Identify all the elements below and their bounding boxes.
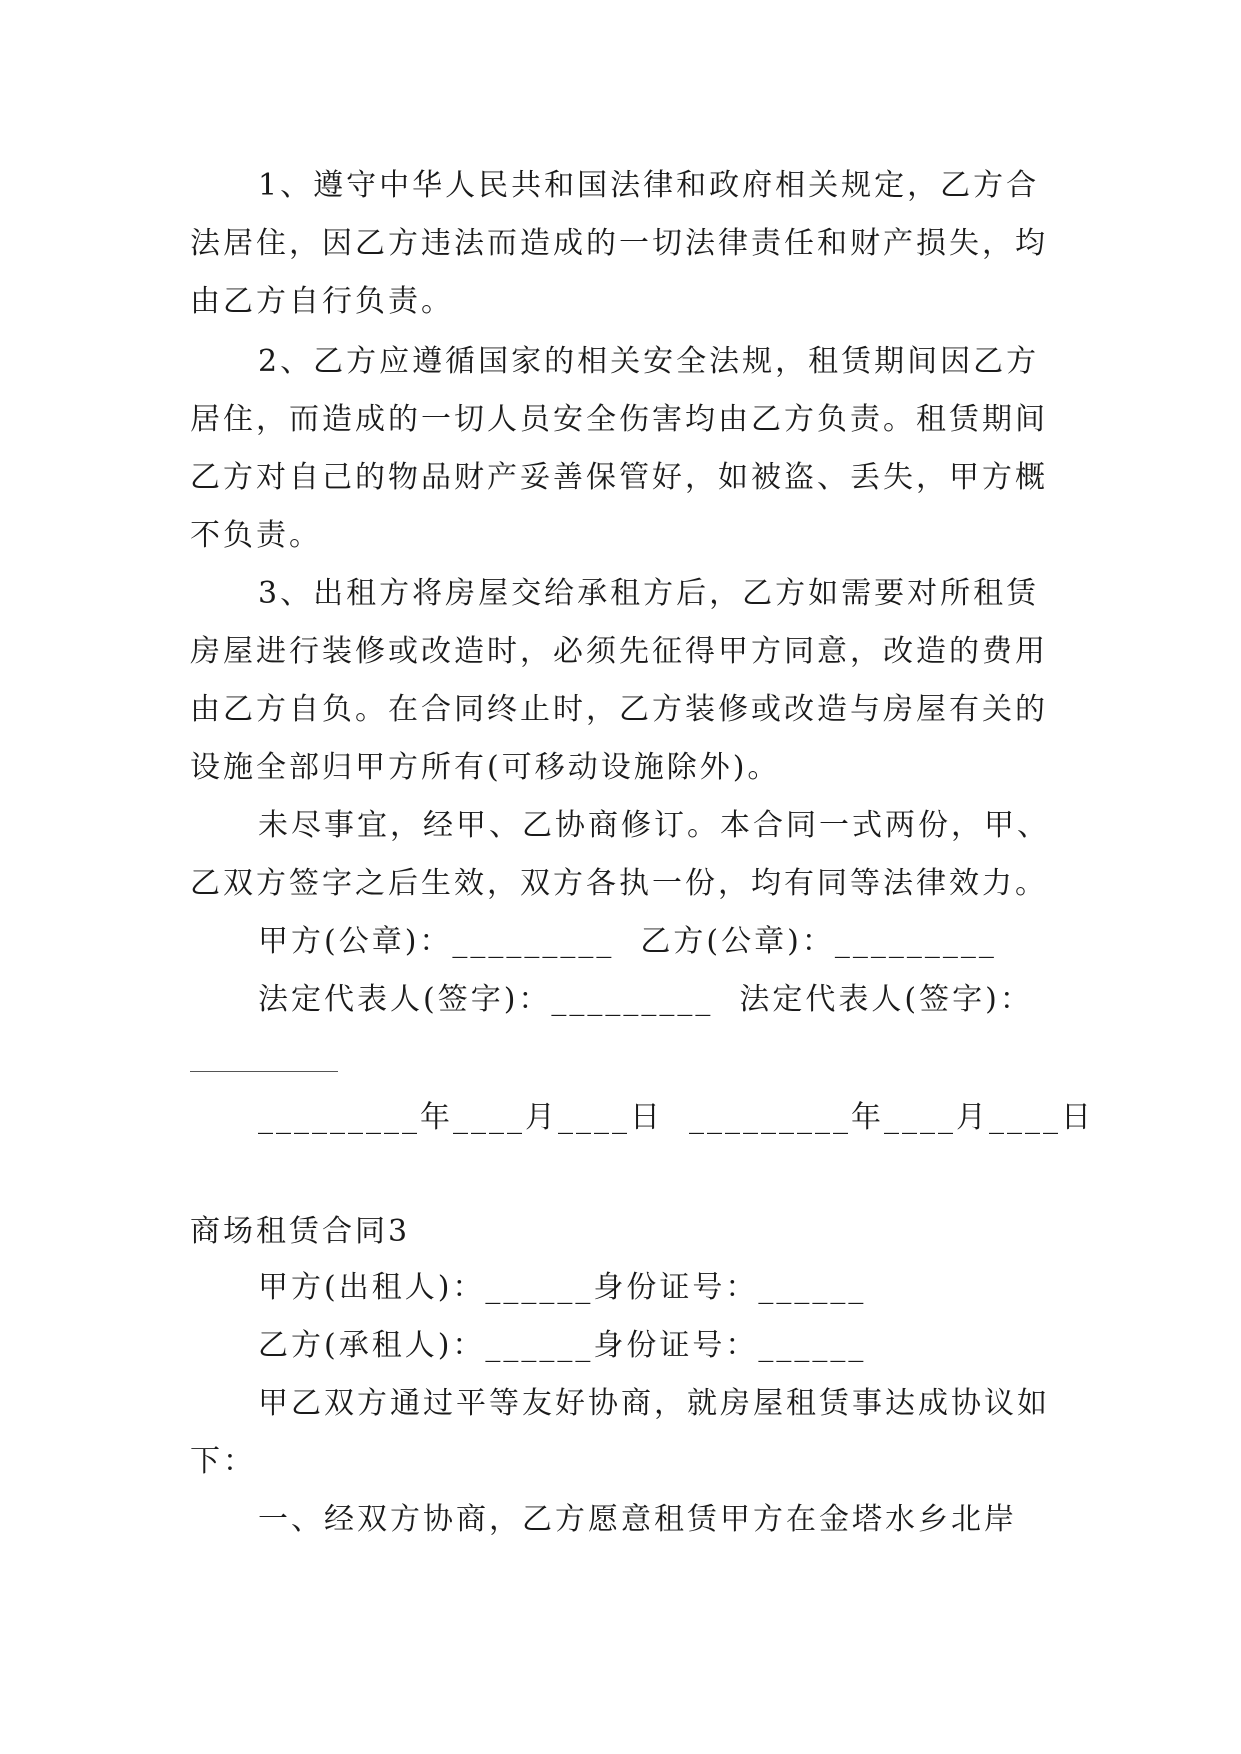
clause-3-line-2: 房屋进行装修或改造时，必须先征得甲方同意，改造的费用: [190, 634, 1048, 669]
clause-3-line-3: 由乙方自负。在合同终止时，乙方装修或改造与房屋有关的: [190, 692, 1048, 727]
clause-2-line-1: 2、乙方应遵循国家的相关安全法规，租赁期间因乙方: [258, 344, 1040, 379]
party-b-seal: 乙方(公章)：_________: [640, 924, 997, 959]
date-b: _________年____月____日: [689, 1100, 1094, 1135]
party-a-seal: 甲方(公章)：_________: [258, 924, 615, 959]
clause-one-line: 一、经双方协商，乙方愿意租赁甲方在金塔水乡北岸: [258, 1502, 1017, 1537]
section-title: 商场租赁合同3: [190, 1214, 411, 1249]
lessee-line: 乙方(承租人)：______身份证号：______: [258, 1328, 867, 1363]
date-row: [258, 1098, 1094, 1138]
clause-1-line-3: 由乙方自行负责。: [190, 284, 454, 319]
clause-2-line-3: 乙方对自己的物品财产妥善保管好，如被盗、丢失，甲方概: [190, 460, 1048, 495]
intro-line-2: 下：: [190, 1444, 256, 1479]
clause-3-line-4: 设施全部归甲方所有(可移动设施除外)。: [190, 750, 781, 785]
lessor-line: 甲方(出租人)：______身份证号：______: [258, 1270, 867, 1305]
closing-line-1: 未尽事宜，经甲、乙协商修订。本合同一式两份，甲、: [258, 808, 1050, 843]
representative-signature-row: [258, 980, 1033, 1020]
rep-b-signature: 法定代表人(签字)：: [739, 982, 1033, 1017]
seal-signature-row: [258, 922, 997, 962]
date-a: _________年____月____日: [258, 1100, 663, 1135]
clause-1-line-1: 1、遵守中华人民共和国法律和政府相关规定，乙方合: [258, 168, 1040, 203]
rep-a-signature: 法定代表人(签字)：_________: [258, 982, 714, 1017]
clause-2-line-4: 不负责。: [190, 518, 322, 553]
clause-1-line-2: 法居住，因乙方违法而造成的一切法律责任和财产损失，均: [190, 226, 1048, 261]
clause-2-line-2: 居住，而造成的一切人员安全伤害均由乙方负责。租赁期间: [190, 402, 1048, 437]
closing-line-2: 乙双方签字之后生效，双方各执一份，均有同等法律效力。: [190, 866, 1048, 901]
rep-b-signature-blank: [190, 1071, 338, 1072]
intro-line-1: 甲乙双方通过平等友好协商，就房屋租赁事达成协议如: [258, 1386, 1050, 1421]
clause-3-line-1: 3、出租方将房屋交给承租方后，乙方如需要对所租赁: [258, 576, 1040, 611]
